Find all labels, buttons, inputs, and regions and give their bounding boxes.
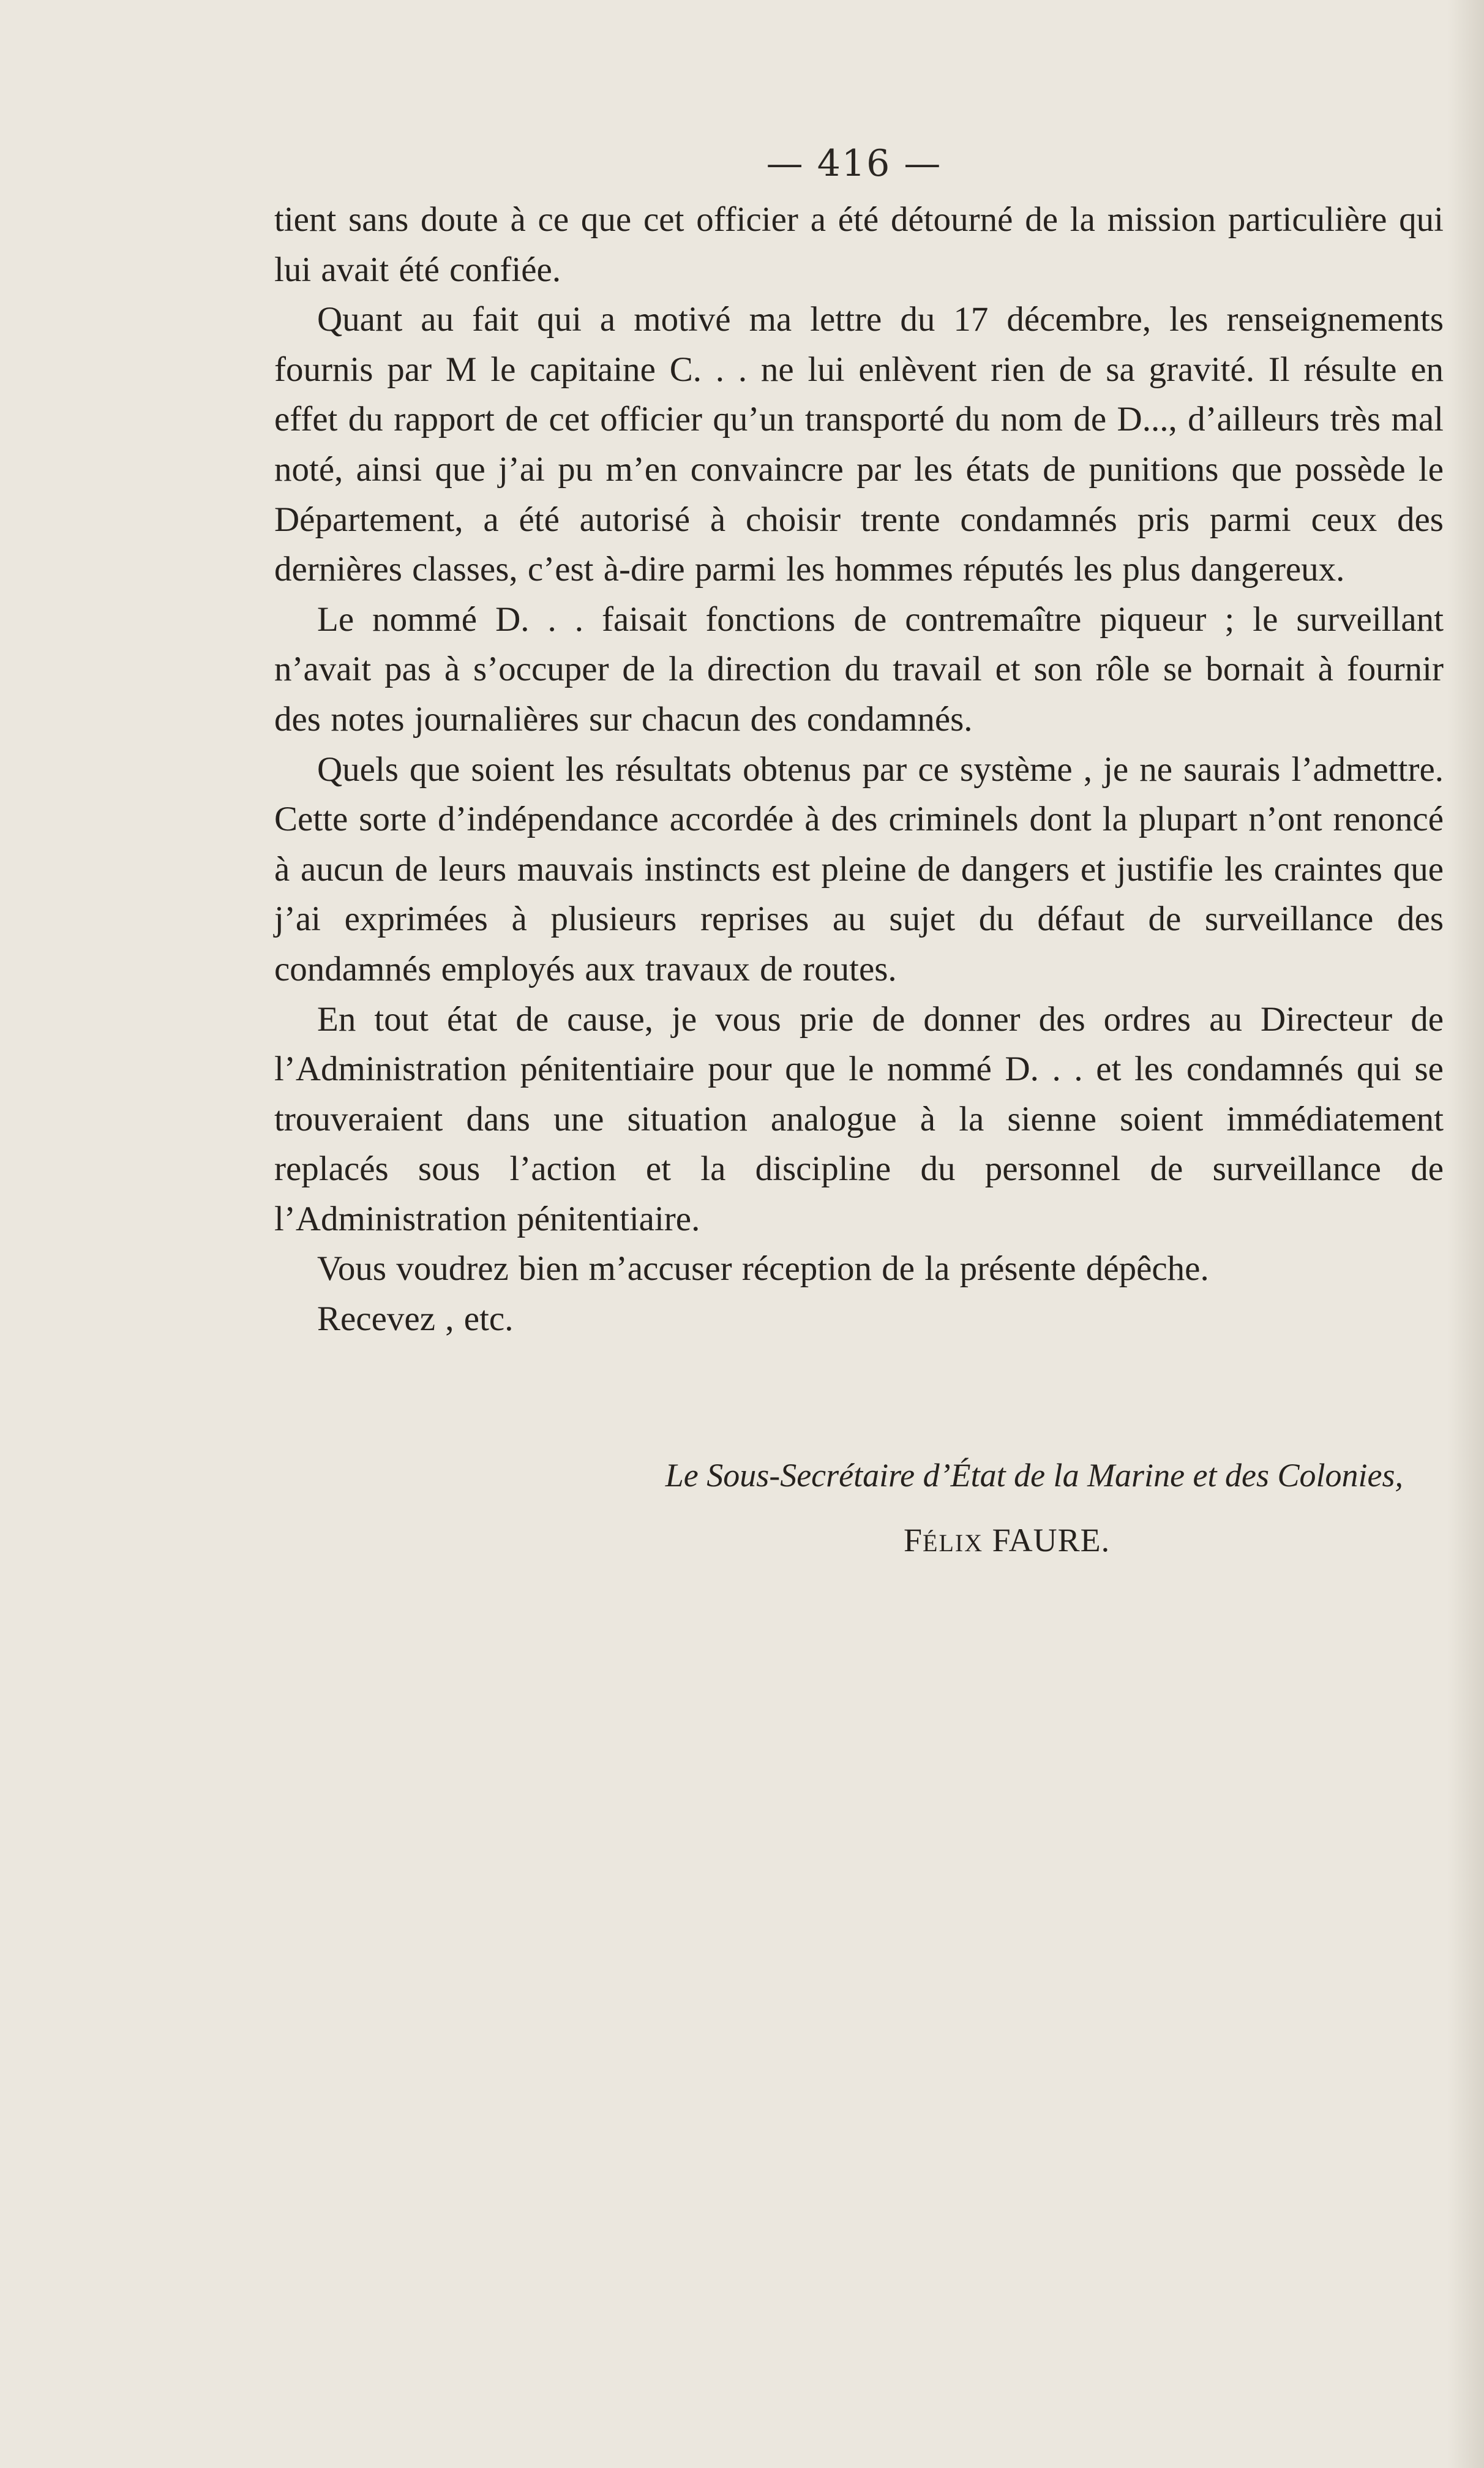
signature-title: Le Sous-Secrétaire d’État de la Marine et des Colonies, <box>665 1457 1403 1494</box>
paragraph-5: En tout état de cause, je vous prie de donner des ordres au Directeur de l’Administration pénitentiaire pour que le nommé D. . . et les condamnés qui se trouveraient dans une situation analogue à la sienne soient immédiatement replacés sous l’action et la discipline du personnel de surveillance de l’Administration pénitentiaire. <box>274 999 1444 1238</box>
signature-first-rest: ÉLIX <box>923 1529 984 1557</box>
page-edge-shadow <box>1447 0 1484 2468</box>
signature-first-initial: F <box>904 1522 923 1559</box>
paragraph-4: Quels que soient les résultats obtenus par ce système , je ne saurais l’admettre. Cette sorte d’indépendance accordée à des criminels dont la plupart n’ont renoncé à aucun de leurs mauvais instincts est pleine de dangers et justifie les craintes que j’ai exprimées à plusieurs reprises au sujet du défaut de surveillance des condamnés employés aux travaux de routes. <box>274 750 1444 988</box>
signature-last-name: FAURE. <box>992 1522 1111 1559</box>
paragraph-6: Vous voudrez bien m’accuser réception de la présente dépêche. <box>317 1249 1209 1289</box>
paragraph-2: Quant au fait qui a motivé ma lettre du 17 décembre, les renseignements fournis par M le capitaine C. . . ne lui enlèvent rien de sa gravité. Il résulte en effet du rapport de cet officier qu’un transporté du nom de D..., d’ailleurs très mal noté, ainsi que j’ai pu m’en convaincre par les états de punitions que possède le Département, a été autorisé à choisir trente condamnés pris parmi ceux des dernières classes, c’est à-dire parmi les hommes réputés les plus dangereux. <box>274 300 1444 589</box>
paragraph-1: tient sans doute à ce que cet officier a été détourné de la mission particulière qui lui avait été confiée. <box>274 200 1444 289</box>
page-number: — 416 — <box>766 142 942 185</box>
body-text <box>274 195 1444 1344</box>
paragraph-7: Recevez , etc. <box>317 1300 514 1339</box>
paragraph-3: Le nommé D. . . faisait fonctions de contremaître piqueur ; le surveillant n’avait pas à s’occuper de la direction du travail et son rôle se bornait à fournir des notes journalières sur chacun des condamnés. <box>274 600 1444 739</box>
signature-name <box>904 1521 1110 1559</box>
